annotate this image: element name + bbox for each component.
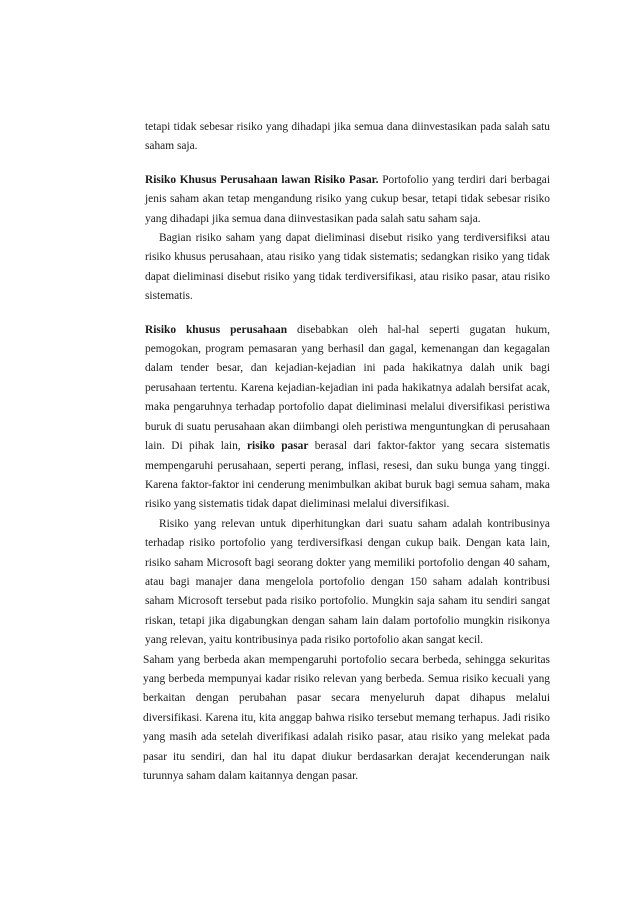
paragraph-text: berasal dari faktor-faktor yang secara sistematis mempengaruhi perusahaan, seperti perang, inflasi, resesi, dan suku bunga yang tinggi. Karena faktor-faktor ini cenderung menimbulkan akibat buruk bagi semua saham, maka risiko yang sistematis tidak dapat dieliminasi melalui diversifikasi. bbox=[145, 440, 550, 511]
paragraph-gap bbox=[145, 157, 550, 171]
bold-term-market-risk: risiko pasar bbox=[246, 440, 309, 453]
paragraph-text: Saham yang berbeda akan mempengaruhi portofolio secara berbeda, sehingga sekuritas yang berbeda mempunyai kadar risiko relevan yang berbeda. Semua risiko kecuali yang berkaitan dengan perubahan pasar secara menyeluruh dapat dihapus melalui diversifikasi. Karena itu, kita anggap bahwa risiko tersebut memang terhapus. Jadi risiko yang masih ada setelah diverifikasi adalah risiko pasar, atau risiko yang melekat pada pasar itu sendiri, dan hal itu dapat diukur berdasarkan derajat kecenderungan naik turunnya saham dalam kaitannya dengan pasar. bbox=[143, 653, 550, 782]
paragraph-conclusion bbox=[143, 651, 550, 787]
paragraph-text: Risiko yang relevan untuk diperhitungkan dari suatu saham adalah kontribusinya terhadap risiko portofolio yang terdiversifkasi dengan cukup baik. Dengan kata lain, risiko saham Microsoft bagi seorang dokter yang memiliki portofolio dengan 40 saham, atau bagi manajer dana mengelola portofolio dengan 150 saham adalah kontribusi saham Microsoft tersebut pada risiko portofolio. Mungkin saja saham itu sendiri sangat riskan, tetapi jika digabungkan dengan saham lain dalam portofolio mungkin risikonya yang relevan, yaitu kontribusinya pada risiko portofolio akan sangat kecil. bbox=[145, 517, 550, 647]
paragraph-text: tetapi tidak sebesar risiko yang dihadapi jika semua dana diinvestasikan pada salah satu saham saja. bbox=[145, 121, 550, 153]
bold-term-company-risk: Risiko khusus perusahaan bbox=[145, 323, 288, 336]
bold-heading-term: Risiko Khusus Perusahaan lawan Risiko Pasar. bbox=[145, 173, 379, 186]
paragraph-diversifiable-risk bbox=[145, 229, 550, 307]
paragraph-text: disebabkan oleh hal-hal seperti gugatan hukum, pemogokan, program pemasaran yang berhasil dan gagal, kemenangan dan kegagalan dalam tender besar, dan kejadian-kejadian ini pada hakikatnya dalah unik bagi perusahaan tertentu. Karena kejadian-kejadian ini pada hakikatnya adalah bersifat acak, maka pengaruhnya terhadap portofolio dapat dieliminasi melalui diversifikasi peristiwa buruk di suatu perusahaan akan diimbangi oleh peristiwa menguntungkan di perusahaan lain. Di pihak lain, bbox=[145, 323, 550, 453]
page-content bbox=[145, 118, 550, 786]
paragraph-gap bbox=[145, 307, 550, 321]
paragraph-relevant-risk bbox=[145, 515, 550, 651]
paragraph-specific-vs-market-risk bbox=[145, 171, 550, 229]
paragraph-continuation bbox=[145, 118, 550, 157]
paragraph-text: Portofolio yang terdiri dari berbagai jenis saham akan tetap mengandung risiko yang cukup besar, tetapi tidak sebesar risiko yang dihadapi jika semua dana diinvestasikan pada salah satu saham saja. bbox=[145, 173, 550, 225]
paragraph-company-specific-risk bbox=[145, 321, 550, 515]
paragraph-text: Bagian risiko saham yang dapat dieliminasi disebut risiko yang terdiversifiksi atau risiko khusus perusahaan, atau risiko yang tidak sistematis; sedangkan risiko yang tidak dapat dieliminasi disebut risiko yang tidak terdiversifikasi, atau risiko pasar, atau risiko sistematis. bbox=[145, 232, 550, 303]
